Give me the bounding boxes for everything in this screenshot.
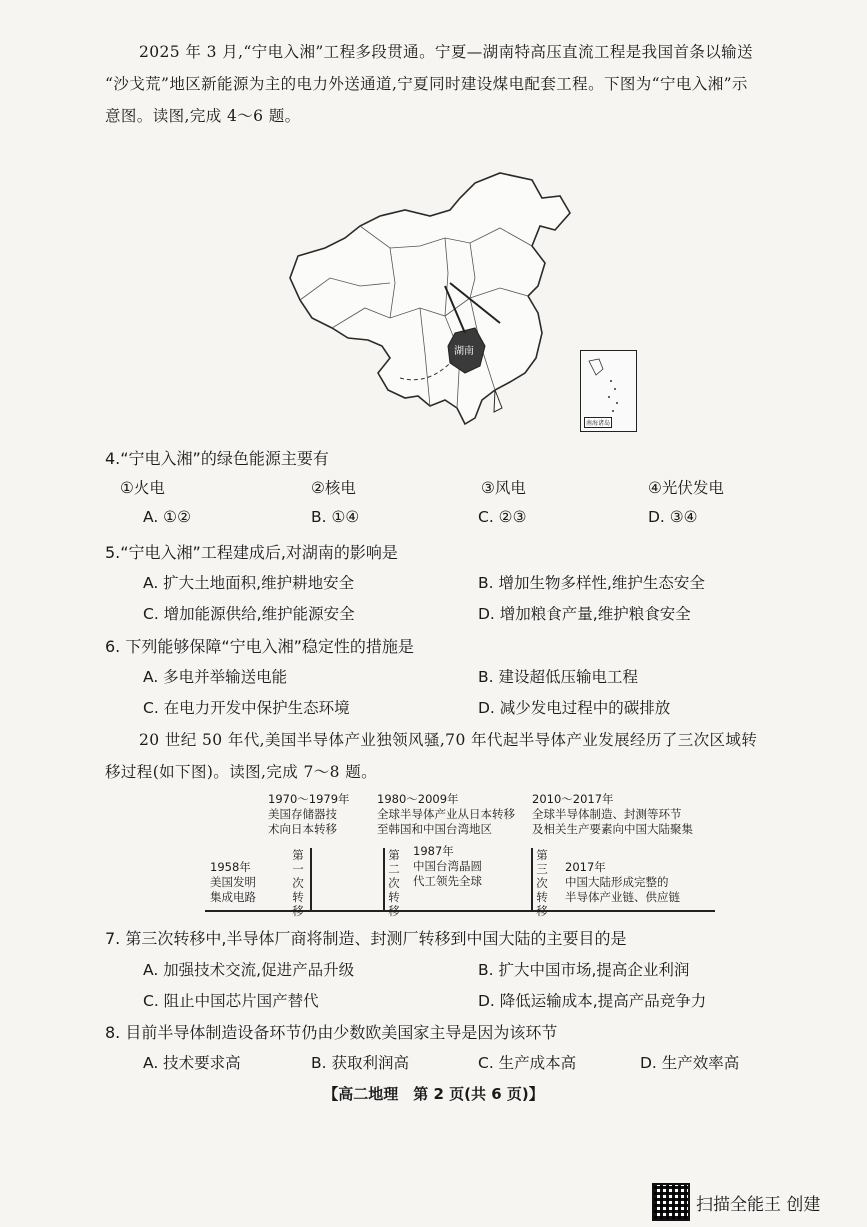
q7-stem: 7. 第三次转移中,半导体厂商将制造、封测厂转移到中国大陆的主要目的是 xyxy=(105,929,627,948)
passage-1 xyxy=(105,36,770,132)
q8-stem: 8. 目前半导体制造设备环节仍由少数欧美国家主导是因为该环节 xyxy=(105,1023,558,1042)
china-map-figure xyxy=(270,168,650,438)
stage-2-label: 第 二 次 转 移 xyxy=(388,848,400,918)
q5-option-a[interactable]: A. 扩大土地面积,维护耕地安全 xyxy=(143,574,355,592)
q4-item-1: ①火电 xyxy=(120,479,165,497)
q8-option-d[interactable]: D. 生产效率高 xyxy=(640,1054,740,1072)
q6-option-b[interactable]: B. 建设超低压输电工程 xyxy=(478,668,638,686)
timeline-tick-3 xyxy=(531,848,533,912)
q4-item-2: ②核电 xyxy=(311,479,356,497)
china-outline xyxy=(290,173,570,424)
passage-1-line-1: 2025 年 3 月,“宁电入湘”工程多段贯通。宁夏—湖南特高压直流工程是我国首条以输送 xyxy=(139,43,753,61)
passage-1-line-3: 意图。读图,完成 4～6 题。 xyxy=(105,107,301,125)
qr-code-icon xyxy=(652,1183,690,1221)
hunan-label: 湖南 xyxy=(454,346,474,357)
q4-option-b[interactable]: B. ①④ xyxy=(311,508,360,526)
q5-option-d[interactable]: D. 增加粮食产量,维护粮食安全 xyxy=(478,605,691,623)
timeline-top-1: 1970～1979年 美国存储器技 术向日本转移 xyxy=(268,792,350,836)
q8-option-a[interactable]: A. 技术要求高 xyxy=(143,1054,241,1072)
q4-item-3: ③风电 xyxy=(481,479,526,497)
timeline-axis xyxy=(205,910,715,912)
timeline-bottom-1: 1958年 美国发明 集成电路 xyxy=(210,860,256,904)
timeline-top-3: 2010～2017年 全球半导体制造、封测等环节 及相关生产要素向中国大陆聚集 xyxy=(532,792,693,836)
q4-stem: 4.“宁电入湘”的绿色能源主要有 xyxy=(105,449,329,468)
q4-option-c[interactable]: C. ②③ xyxy=(478,508,527,526)
passage-2-line-2: 移过程(如下图)。读图,完成 7～8 题。 xyxy=(105,763,377,781)
q5-stem: 5.“宁电入湘”工程建成后,对湖南的影响是 xyxy=(105,543,398,562)
q5-option-b[interactable]: B. 增加生物多样性,维护生态安全 xyxy=(478,574,705,592)
q4-option-a[interactable]: A. ①② xyxy=(143,508,191,526)
q5-option-c[interactable]: C. 增加能源供给,维护能源安全 xyxy=(143,605,355,623)
q8-option-c[interactable]: C. 生产成本高 xyxy=(478,1054,577,1072)
stage-3-label: 第 三 次 转 移 xyxy=(536,848,548,918)
semiconductor-timeline xyxy=(205,790,725,920)
q4-item-4: ④光伏发电 xyxy=(648,479,724,497)
timeline-bottom-2: 1987年 中国台湾晶圆 代工领先全球 xyxy=(413,844,482,888)
scanner-brand-text: 扫描全能王 创建 xyxy=(696,1194,821,1215)
q7-option-d[interactable]: D. 降低运输成本,提高产品竞争力 xyxy=(478,992,707,1010)
q8-option-b[interactable]: B. 获取利润高 xyxy=(311,1054,409,1072)
stage-1-label: 第 一 次 转 移 xyxy=(292,848,304,918)
passage-1-line-2: “沙戈荒”地区新能源为主的电力外送通道,宁夏同时建设煤电配套工程。下图为“宁电入湘”示 xyxy=(105,75,748,93)
q7-option-b[interactable]: B. 扩大中国市场,提高企业利润 xyxy=(478,961,690,979)
timeline-tick-2 xyxy=(383,848,385,912)
passage-2-line-1: 20 世纪 50 年代,美国半导体产业独领风骚,70 年代起半导体产业发展经历了三次区域转 xyxy=(139,731,758,749)
q6-option-d[interactable]: D. 减少发电过程中的碳排放 xyxy=(478,699,671,717)
passage-2 xyxy=(105,724,770,788)
hainan-island xyxy=(494,390,502,412)
q6-option-a[interactable]: A. 多电并举输送电能 xyxy=(143,668,288,686)
scanner-brand xyxy=(652,1183,820,1221)
timeline-bottom-3: 2017年 中国大陆形成完整的 半导体产业链、供应链 xyxy=(565,860,680,904)
page-footer: 【高二地理 第 2 页(共 6 页)】 xyxy=(323,1085,544,1103)
timeline-tick-1 xyxy=(310,848,312,912)
timeline-top-2: 1980～2009年 全球半导体产业从日本转移 至韩国和中国台湾地区 xyxy=(377,792,515,836)
q6-option-c[interactable]: C. 在电力开发中保护生态环境 xyxy=(143,699,350,717)
q4-option-d[interactable]: D. ③④ xyxy=(648,508,698,526)
q7-option-c[interactable]: C. 阻止中国芯片国产替代 xyxy=(143,992,319,1010)
inset-label: 南海诸岛 xyxy=(584,417,612,428)
q6-stem: 6. 下列能够保障“宁电入湘”稳定性的措施是 xyxy=(105,637,414,656)
q7-option-a[interactable]: A. 加强技术交流,促进产品升级 xyxy=(143,961,355,979)
south-china-sea-inset xyxy=(580,350,637,432)
